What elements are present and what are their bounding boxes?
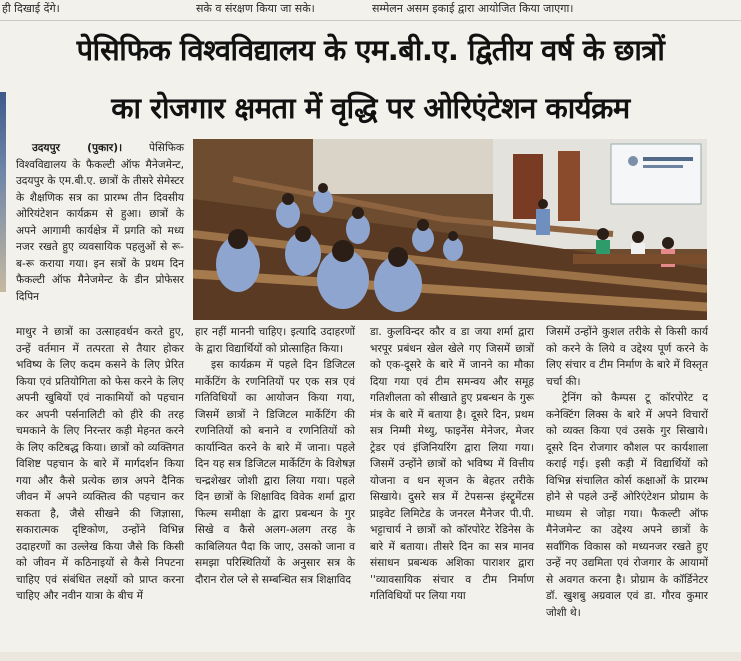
col2-para-1: हार नहीं माननी चाहिए। इत्यादि उदाहरणों के द्वारा विद्यार्थियों को प्रोत्साहित किया। [195, 326, 355, 355]
article-column-1-bottom [16, 324, 184, 605]
bottom-edge [0, 652, 741, 661]
article-column-2 [195, 324, 355, 588]
col1-top-text: पेसिफिक विश्वविद्यालय के फैकल्टी ऑफ मैनेजमेन्ट, उदयपुर के एम.बी.ए. छात्रों के तीसरे सेमेस्टर के शैक्षणिक सत्र का प्रारम्भ तीन दिवसीय ओरियंटेशन कार्यक्रम से हुआ। छात्रों के अपने आगामी कार्यक्षेत्र में प्रगति को मध्य नजर रखते हुए व्यवसायिक पहलुओं से रू-ब-रू कराया गया। इन सत्रों के प्रथम दिन फैकल्टी ऑफ मैनेजमेन्ट के डीन प्रोफेसर दिपिन [16, 142, 185, 303]
col4-para-2: ट्रेनिंग को कैम्पस टू कॉरपोरेट द कनेक्टिंग लिक्स के बारे में अपने विचारों को व्यक्त किया एवं उसके गुर सिखाये। दूसरे दिन रोजगार कौशल पर कार्यशाला कराई गई। इसी कड़ी में विद्यार्थियों को विभिन्न संचालित कोर्स कक्षाओं के प्रारम्भ होने से पहले उन्हें ओरिएंटेशन प्रोग्राम के माध्यम से जोड़ा गया। फैकल्टी ऑफ मैनेजमेन्ट का उद्देश्य अपने छात्रों के सर्वांगिक विकास को मध्यनजर रखते हुए उन्हें नए उद्यमिता एवं रोजगार के आयामों से अवगत करना है। प्रोग्राम के कॉर्डिनेटर डॉ. खुशबु अग्रवाल एवं डा. गौरव कुमार जोशी थे। [546, 392, 708, 619]
col2-para-2: इस कार्यक्रम में पहले दिन डिजिटल मार्केटिंग के रणनितियों पर एक सत्र एवं गतिविधियों का आयोजन किया गया, जिसमें छात्रों ने डिजिटल मार्केटिंग की रणनितियों को बनाने व रणनितियों को कार्यान्वित करने के बारे में जाना। पहले दिन यह सत्र डिजिटल मार्केटिंग के विशेषज्ञ चन्द्रशेखर जोशी द्वारा लिया गया। पहले दिन छात्रों के शिक्षाविद विवेक शर्मा द्वारा फिल्म समीक्षा के द्वारा प्रबन्धन के गुर सिखे व कैसे अलग-अलग तरह के काबिलियत पैदा कि जाए, उसको जाना व समझा परिस्थितियों के अनुसार सत्र के दौरान रोल प्ले से सम्बन्धित सत्र शिक्षाविद [195, 359, 355, 586]
top-strip-right-text: सम्मेलन असम इकाई द्वारा आयोजित किया जाएगा। [372, 2, 574, 15]
top-rule [0, 20, 741, 21]
classroom-photo-drawing [193, 139, 707, 320]
dateline: उदयपुर (पुकार)। [32, 142, 123, 154]
article-column-4 [546, 324, 708, 621]
col4-para-1: जिसमें उन्होंने कुशल तरीके से किसी कार्य को करने के लिये व उद्देश्य पूर्ण करने के लिए संचार व टीम निर्माण के बारे में विस्तृत चर्चा की। [546, 326, 708, 388]
adjacent-photo-edge [0, 92, 6, 292]
top-strip-left-text: ही दिखाई देंगे। [2, 2, 60, 15]
classroom-photo [193, 139, 707, 320]
top-strip [0, 0, 741, 22]
col3-para-1: डा. कुलविन्दर कौर व डा जया शर्मा द्वारा भरपूर प्रबंधन खेल खेले गए जिसमें छात्रों को एक-दूसरे के बारे में जानने का मौका दिया गया एवं टीम समन्वय और समूह गतिशीलता को सीखाते हुए प्रबन्धन के गुरू मंत्र के बारे में बताया है। दूसरे दिन, प्रथम सत्र निम्मी मेथ्यु, फाइनेंस मेनेजर, मेजर ट्रेडर एवं इंजिनियरिंग द्वारा लिया गया। जिसमें उन्होंने छात्रों को भविष्य में वित्तीय योजना व धन सृजन के बेहतर तरीके सिखाये। दुसरे सत्र में टेपसन्स इंस्ट्रूमेंटस प्राइवेट लिमिटेड के जनरल मैनेजर पी.पी. भट्टाचार्य ने छात्रों को कॉरपोरेट रेडिनेस के बारे में बताया। तीसरे दिन का सत्र मानव संसाधन प्रबन्धक अशिका पाराशर द्वारा ''व्यावसायिक संचार व टीम निर्माण गतिविधियों पर लिया गया [370, 326, 534, 602]
article-column-3 [370, 324, 534, 605]
article-column-1-top [16, 140, 184, 305]
col1-bottom-text: माथुर ने छात्रों का उत्साहवर्धन करते हुए, उन्हें वर्तमान में तत्परता से तैयार होकर भविष्य के लिए कदम कसने के लिए प्रेरित किया एवं प्रतियोगिता को फेस करने के लिए अपनी खुबियों एवं नाकामियों को पहचान कर अपनी पर्सनालिटी को हीरे की तरह चमकाने के लिए निरन्तर कड़ी मेहनत करने के लिए कटिबद्ध किया। छात्रों को व्यक्तिगत विशिष्ट पहचान के बारे में मार्गदर्शन किया गया और कैसे प्रत्येक छात्र अपने दैनिक जीवन में अपने व्यक्तित्व की पहचान कर सकता है, जैसे सीखने की जिज्ञासा, सकारात्मक दृष्टिकोण, उन्होंने विभिन्न उदाहरणों का उल्लेख किया जैसे कि किसी को जीवन में कठिनाइयों से कैसे निपटना चाहिए एवं संबंधित लक्ष्यों को प्राप्त करना चाहिए और नवीन यात्रा के बीच में [16, 326, 184, 602]
headline-line-2: का रोजगार क्षमता में वृद्धि पर ओरिएंटेशन कार्यक्रम [111, 91, 630, 125]
headline-line-1: पेसिफिक विश्वविद्यालय के एम.बी.ए. द्वितीय वर्ष के छात्रों [76, 33, 665, 67]
top-strip-middle-text: सके व संरक्षण किया जा सके। [196, 2, 315, 15]
